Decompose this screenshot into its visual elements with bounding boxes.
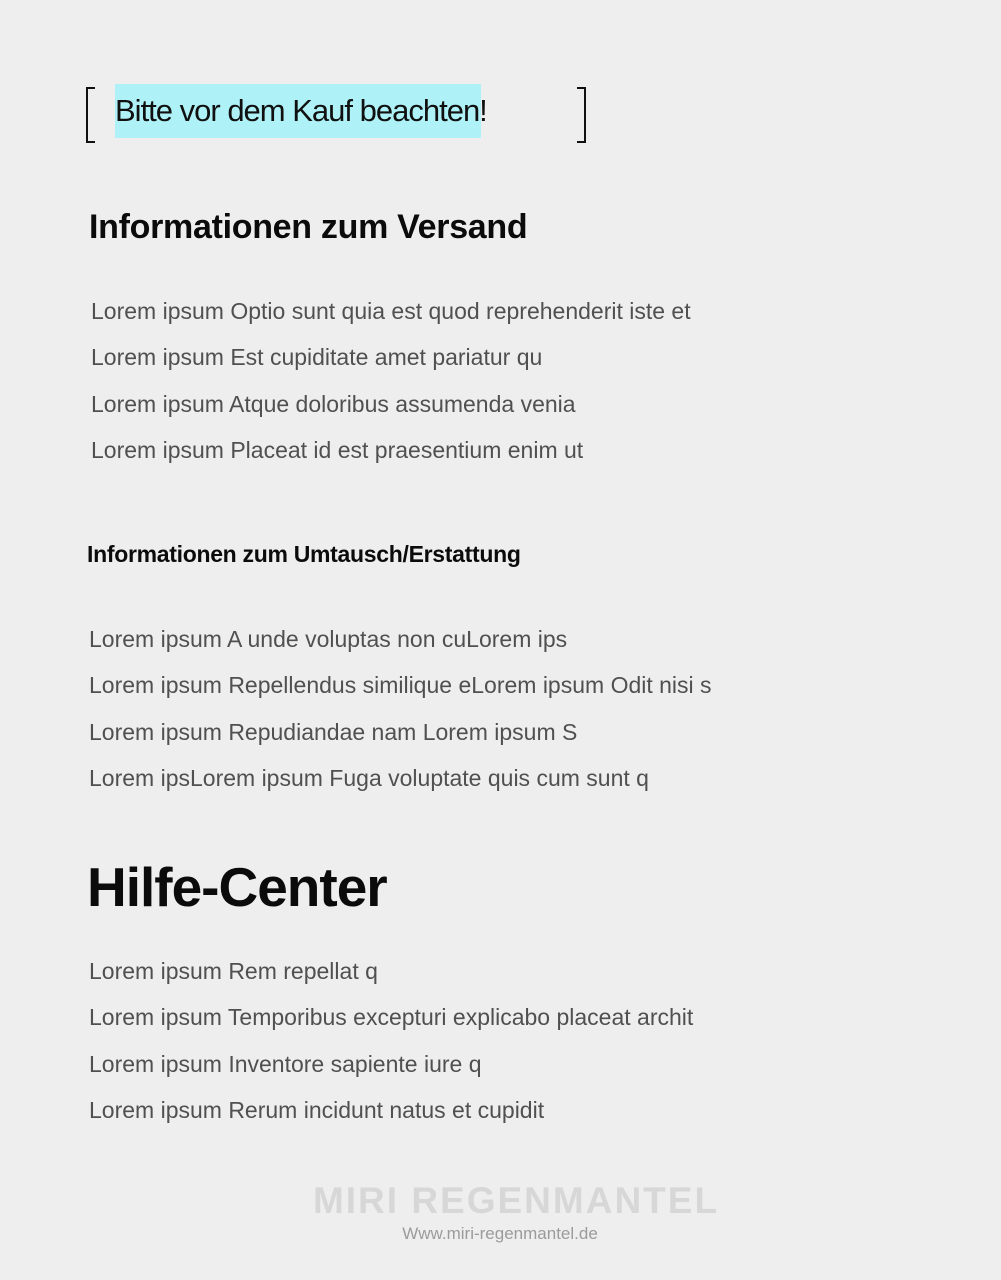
help-center-title: Hilfe-Center — [87, 856, 387, 918]
help-center-line: Lorem ipsum Rem repellat q — [89, 958, 378, 984]
exchange-info-line: Lorem ipsum A unde voluptas non cuLorem ips — [89, 626, 568, 652]
shipping-info-list — [91, 298, 691, 483]
help-center-line: Lorem ipsum Temporibus excepturi explicabo placeat archit — [89, 1004, 694, 1031]
exchange-info-line: Lorem ipsum Repellendus similique eLorem ipsum Odit nisi s — [89, 672, 712, 699]
shipping-info-line: Lorem ipsum Atque doloribus assumenda venia — [91, 390, 576, 417]
shipping-section-title: Informationen zum Versand — [89, 208, 528, 246]
left-bracket — [86, 87, 95, 143]
shipping-info-line: Lorem ipsum Placeat id est praesentium enim ut — [91, 436, 584, 463]
exchange-info-line: Lorem ipsLorem ipsum Fuga voluptate quis cum sunt q — [89, 764, 649, 791]
help-center-line: Lorem ipsum Inventore sapiente iure q — [89, 1050, 482, 1077]
right-bracket — [577, 87, 586, 143]
exchange-section-title: Informationen zum Umtausch/Erstattung — [87, 541, 521, 567]
website-link[interactable]: Www.miri-regenmantel.de — [402, 1224, 598, 1243]
shipping-info-line: Lorem ipsum Est cupiditate amet pariatur qu — [91, 344, 543, 371]
exchange-info-line: Lorem ipsum Repudiandae nam Lorem ipsum S — [89, 718, 578, 745]
shipping-info-line: Lorem ipsum Optio sunt quia est quod reprehenderit iste et — [91, 298, 691, 324]
help-center-list — [89, 958, 693, 1143]
exchange-info-list — [89, 626, 712, 811]
brand-wordmark: MIRI REGENMANTEL — [312, 1180, 720, 1221]
notice-box — [86, 87, 586, 145]
help-center-line: Lorem ipsum Rerum incidunt natus et cupidit — [89, 1096, 545, 1123]
notice-text: Bitte vor dem Kauf beachten! — [115, 84, 489, 138]
